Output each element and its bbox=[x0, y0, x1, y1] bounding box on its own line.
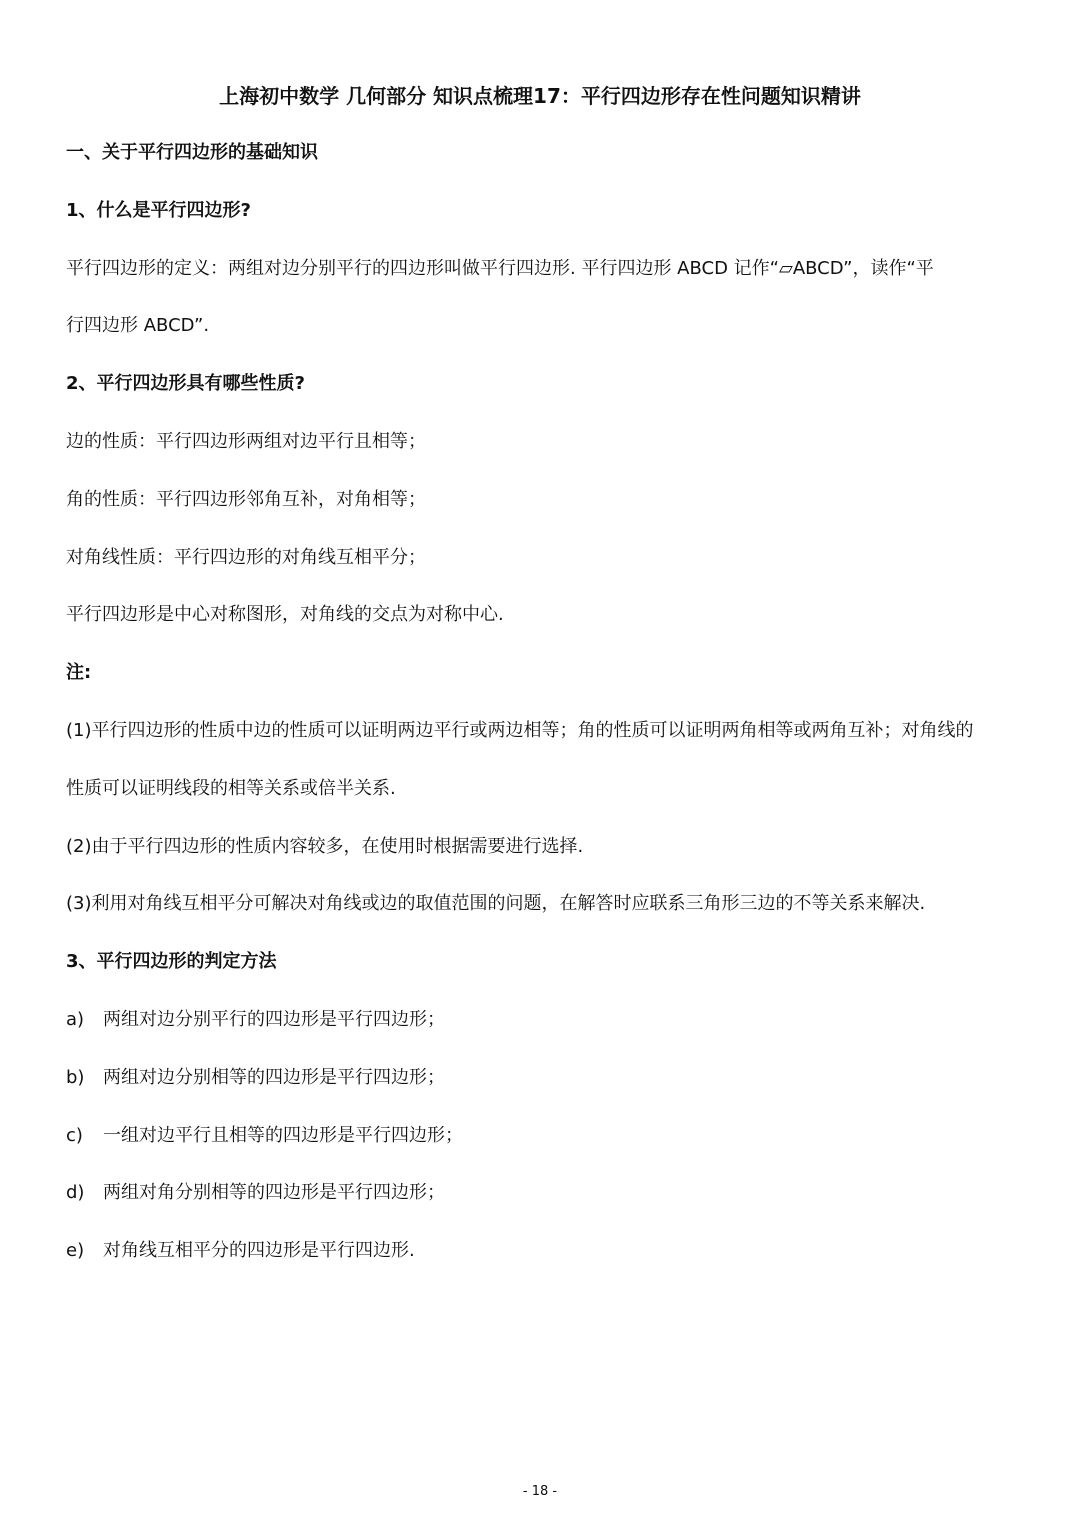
document-body bbox=[66, 124, 1026, 1280]
note-label: 注: bbox=[66, 662, 92, 684]
criterion-item bbox=[66, 991, 1026, 1049]
definition-line: 平行四边形的定义：两组对边分别平行的四边形叫做平行四边形. 平行四边形 ABCD 记作“▱ABCD”，读作“平 bbox=[66, 257, 934, 279]
note-line: 性质可以证明线段的相等关系或倍半关系. bbox=[66, 777, 396, 799]
criterion-text: 一组对边平行且相等的四边形是平行四边形； bbox=[103, 1124, 463, 1146]
property-line: 对角线性质：平行四边形的对角线互相平分； bbox=[66, 546, 426, 568]
criterion-label: d) bbox=[66, 1182, 85, 1204]
subheading-definition: 1、什么是平行四边形? bbox=[66, 199, 251, 221]
section-heading: 一、关于平行四边形的基础知识 bbox=[66, 142, 318, 163]
property-line: 边的性质：平行四边形两组对边平行且相等； bbox=[66, 430, 426, 452]
note-line: (2)由于平行四边形的性质内容较多，在使用时根据需要进行选择. bbox=[66, 835, 584, 857]
criterion-label: c) bbox=[66, 1124, 83, 1146]
definition-line: 行四边形 ABCD”. bbox=[66, 315, 210, 337]
note-line: (1)平行四边形的性质中边的性质可以证明两边平行或两边相等；角的性质可以证明两角相等或两角互补；对角线的 bbox=[66, 719, 974, 741]
criterion-item bbox=[66, 1222, 1026, 1280]
criterion-label: b) bbox=[66, 1066, 85, 1088]
subheading-criteria: 3、平行四边形的判定方法 bbox=[66, 951, 277, 973]
criterion-label: a) bbox=[66, 1008, 85, 1030]
property-line: 角的性质：平行四边形邻角互补，对角相等； bbox=[66, 488, 426, 510]
criterion-text: 两组对边分别相等的四边形是平行四边形； bbox=[103, 1066, 445, 1088]
subheading-properties: 2、平行四边形具有哪些性质? bbox=[66, 373, 305, 395]
criterion-text: 对角线互相平分的四边形是平行四边形. bbox=[103, 1240, 415, 1262]
criterion-item bbox=[66, 1107, 1026, 1165]
page-number: - 18 - bbox=[522, 1484, 558, 1499]
criterion-text: 两组对角分别相等的四边形是平行四边形； bbox=[103, 1182, 445, 1204]
criterion-text: 两组对边分别平行的四边形是平行四边形； bbox=[103, 1008, 445, 1030]
criterion-label: e) bbox=[66, 1240, 85, 1262]
criterion-item bbox=[66, 1164, 1026, 1222]
criterion-item bbox=[66, 1049, 1026, 1107]
property-line: 平行四边形是中心对称图形，对角线的交点为对称中心. bbox=[66, 604, 504, 626]
document-title: 上海初中数学 几何部分 知识点梳理17：平行四边形存在性问题知识精讲 bbox=[219, 84, 861, 108]
note-line: (3)利用对角线互相平分可解决对角线或边的取值范围的问题，在解答时应联系三角形三边的不等关系来解决. bbox=[66, 893, 926, 915]
